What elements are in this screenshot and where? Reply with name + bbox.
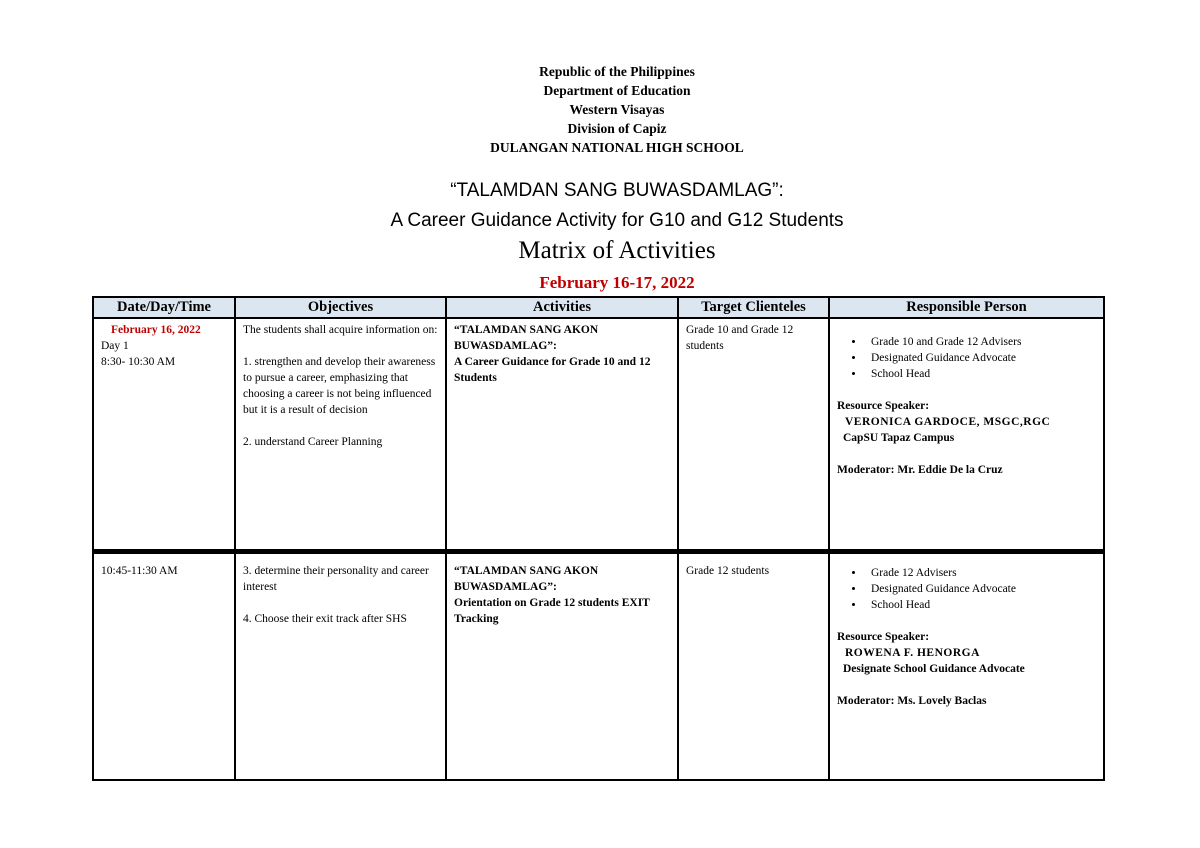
- department-line: Department of Education: [543, 83, 691, 98]
- activities-cell: [446, 318, 678, 552]
- division-line: Division of Capiz: [567, 121, 667, 136]
- activity-subtitle: A Career Guidance Activity for G10 and G12 Students: [390, 210, 844, 231]
- table-header-row: [93, 297, 1104, 318]
- target-cell: [678, 318, 829, 552]
- col-header-target: Target Clienteles: [678, 297, 829, 318]
- list-item: • Grade 12 Advisers: [865, 565, 1096, 581]
- table-row: [93, 318, 1104, 552]
- activity-matrix-table: [92, 296, 1105, 781]
- responsible-cell: [829, 318, 1104, 552]
- activity-title: “TALAMDAN SANG AKON BUWASDAMLAG”:: [454, 324, 599, 352]
- resource-speaker-label: Resource Speaker:: [837, 400, 930, 412]
- responsible-list: [837, 565, 1096, 613]
- target-text: Grade 12 students: [686, 565, 770, 577]
- resource-speaker-name: ROWENA F. HENORGA: [845, 647, 980, 659]
- list-item: • Grade 10 and Grade 12 Advisers: [865, 334, 1096, 350]
- resource-speaker-name: VERONICA GARDOCE, MSGC,RGC: [845, 416, 1051, 428]
- activity-title: “TALAMDAN SANG BUWASDAMLAG”:: [450, 180, 784, 201]
- objective-item: 3. determine their personality and career interest: [243, 565, 429, 593]
- date-text: February 16, 2022: [111, 324, 201, 336]
- objectives-cell: [235, 552, 446, 781]
- school-line: DULANGAN NATIONAL HIGH SCHOOL: [490, 140, 744, 155]
- day-text: Day 1: [101, 340, 129, 352]
- list-item: • School Head: [865, 366, 1096, 382]
- region-line: Western Visayas: [569, 102, 665, 117]
- page-title: Matrix of Activities: [518, 237, 716, 264]
- time-text: 10:45-11:30 AM: [101, 565, 178, 577]
- target-text: Grade 10 and Grade 12 students: [686, 324, 794, 352]
- list-item: • Designated Guidance Advocate: [865, 581, 1096, 597]
- date-cell: [93, 318, 235, 552]
- activities-cell: [446, 552, 678, 781]
- col-header-activities: Activities: [446, 297, 678, 318]
- date-cell: [93, 552, 235, 781]
- country-line: Republic of the Philippines: [539, 64, 695, 79]
- objective-item: 1. strengthen and develop their awareness to pursue a career, emphasizing that choosing a career is not being influenced but it is a result of decision: [243, 356, 436, 416]
- col-header-responsible: Responsible Person: [829, 297, 1104, 318]
- responsible-list: [837, 334, 1096, 382]
- col-header-objectives: Objectives: [235, 297, 446, 318]
- responsible-cell: [829, 552, 1104, 781]
- letterhead: [0, 62, 1200, 157]
- col-header-date: Date/Day/Time: [93, 297, 235, 318]
- list-item: • Designated Guidance Advocate: [865, 350, 1096, 366]
- objectives-cell: [235, 318, 446, 552]
- objectives-intro: The students shall acquire information on:: [243, 324, 438, 336]
- resource-speaker-label: Resource Speaker:: [837, 631, 930, 643]
- activity-description: A Career Guidance for Grade 10 and 12 Students: [454, 356, 651, 384]
- moderator-text: Moderator: Mr. Eddie De la Cruz: [837, 464, 1003, 476]
- list-item: • School Head: [865, 597, 1096, 613]
- moderator-text: Moderator: Ms. Lovely Baclas: [837, 695, 987, 707]
- activity-title: “TALAMDAN SANG AKON BUWASDAMLAG”:: [454, 565, 599, 593]
- time-text: 8:30- 10:30 AM: [101, 356, 176, 368]
- objective-item: 4. Choose their exit track after SHS: [243, 613, 407, 625]
- date-range: February 16-17, 2022: [539, 273, 695, 292]
- resource-speaker-org: CapSU Tapaz Campus: [843, 432, 955, 444]
- resource-speaker-org: Designate School Guidance Advocate: [843, 663, 1025, 675]
- activity-description: Orientation on Grade 12 students EXIT Tracking: [454, 597, 650, 625]
- target-cell: [678, 552, 829, 781]
- objective-item: 2. understand Career Planning: [243, 436, 383, 448]
- table-row: [93, 552, 1104, 781]
